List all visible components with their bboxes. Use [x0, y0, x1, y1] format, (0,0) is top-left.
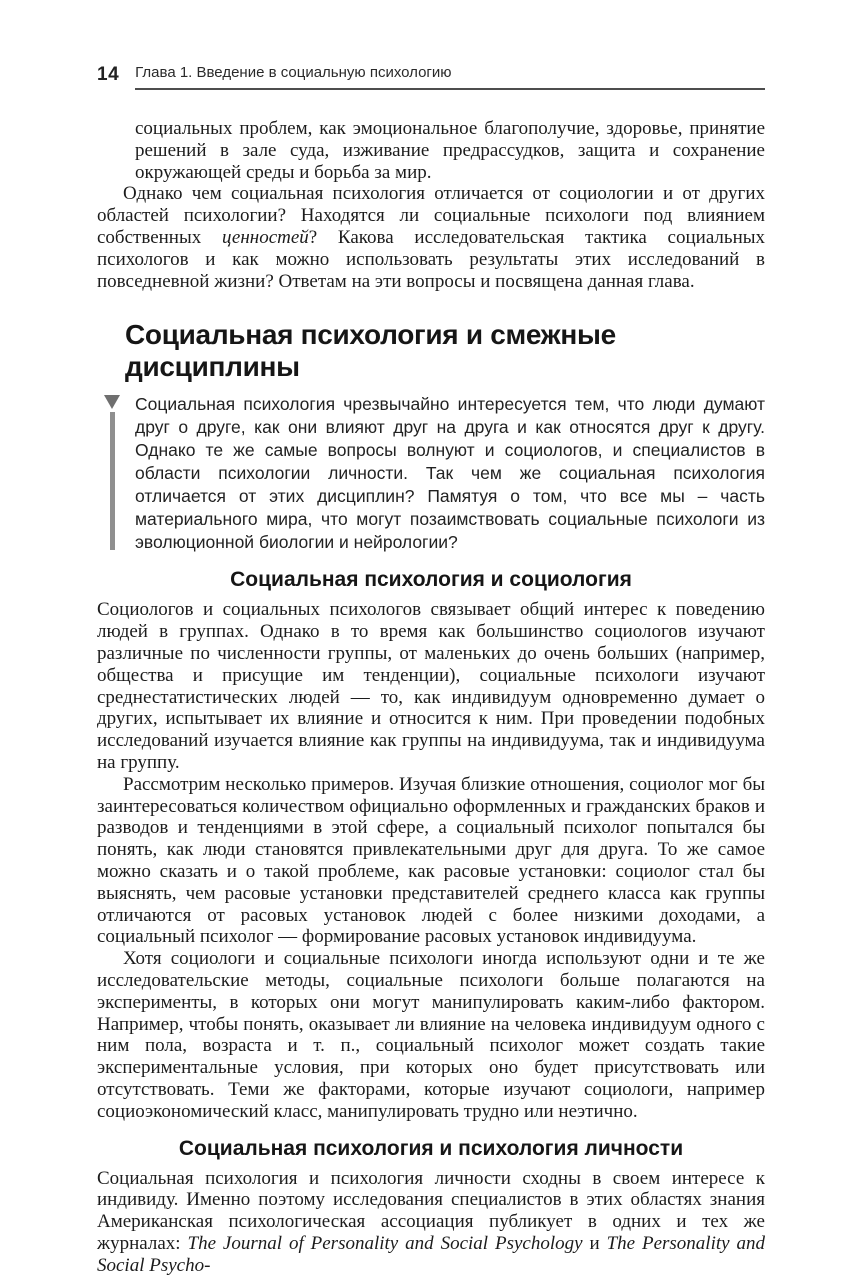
paragraph-questions-text-1: Однако чем социальная психология отличается от социологии и от других областей психологии? Находятся ли социальные психологи под влиянием собственных [97, 183, 765, 248]
callout-marker [103, 395, 121, 550]
personality-text-2: и [583, 1233, 607, 1254]
sociology-paragraph-2: Рассмотрим несколько примеров. Изучая близкие отношения, социолог мог бы заинтересоваться количеством официально оформленных и гражданских браков и разводов и тенденциями в этой сфере, а социальный психолог попытался бы понять, как люди становятся привлекательными друг для друга. То же самое можно сказать и о такой проблеме, как расовые установки: социолог стал бы выяснять, чем расовые установки представителей среднего класса как группы отличаются от расовых установок людей с более низкими доходами, а социальный психолог — формирование расовых установок индивидуума. [97, 774, 765, 948]
sociology-paragraph-3: Хотя социологи и социальные психологи иногда используют одни и те же исследовательские методы, социальные психологи больше полагаются на эксперименты, в которых они могут манипулировать каким-либо фактором. Например, чтобы понять, оказывает ли влияние на человека индивидуум одного с ним пола, возраста и т. п., социальный психолог может создать такие экспериментальные условия, при которых оно будет присутствовать или отсутствовать. Теми же факторами, которые изучают социологи, например социоэкономический класс, манипулировать трудно или неэтично. [97, 948, 765, 1122]
triangle-down-icon [104, 395, 120, 409]
journal-title-1: The Journal of Personality and Social Psychology [188, 1233, 583, 1254]
section-title: Социальная психология и смежные дисциплины [125, 319, 765, 383]
vertical-bar-rule [110, 412, 115, 550]
subsection-title-personality: Социальная психология и психология личности [97, 1137, 765, 1161]
callout-text: Социальная психология чрезвычайно интересуется тем, что люди думают друг о друге, как они влияют друг на друга и как относятся друг к другу. Однако те же самые вопросы волнуют и социологов, и специалистов в области психологии личности. Так чем же социальная психология отличается от этих дисциплин? Памятуя о том, что все мы – часть материального мира, что могут позаимствовать социальные психологи из эволюционной биологии и нейрологии? [135, 393, 765, 554]
journal-title-2: The Personality and Social Psycho- [97, 1233, 765, 1276]
paragraph-questions [97, 183, 765, 292]
personality-text-1: Социальная психология и психология личности сходны в своем интересе к индивиду. Именно поэтому исследования специалистов в этих областях знания Американская психологическая ассоциация публикует в одних и тех же журналах: [97, 1168, 765, 1254]
page-header [97, 64, 765, 90]
sociology-paragraph-1: Социологов и социальных психологов связывает общий интерес к поведению людей в группах. Однако в то время как большинство социологов изучают различные по численности группы, от маленьких до очень больших (например, общества и присущие им тенденции), социальные психологи изучают среднестатистических людей — то, как индивидуум одновременно думает о других, испытывает их влияние и относится к ним. При проведении подобных исследований изучается влияние как группы на индивидуума, так и индивидуума на группу. [97, 599, 765, 773]
subsection-title-sociology: Социальная психология и социология [97, 568, 765, 592]
paragraph-questions-italic: ценностей [222, 227, 309, 248]
running-head: Глава 1. Введение в социальную психологию [135, 64, 451, 81]
personality-paragraph-1 [97, 1168, 765, 1276]
header-rule [135, 64, 765, 90]
page-number: 14 [97, 64, 135, 90]
chapter-intro-callout [135, 393, 765, 554]
paragraph-continuation: социальных проблем, как эмоциональное благополучие, здоровье, принятие решений в зале суда, изживание предрассудков, защита и сохранение окружающей среды и борьба за мир. [135, 118, 765, 183]
paragraph-questions-text-2: ? Какова исследовательская тактика социальных психологов и как можно использовать результаты этих исследований в повседневной жизни? Ответам на эти вопросы и посвящена данная глава. [97, 227, 765, 292]
